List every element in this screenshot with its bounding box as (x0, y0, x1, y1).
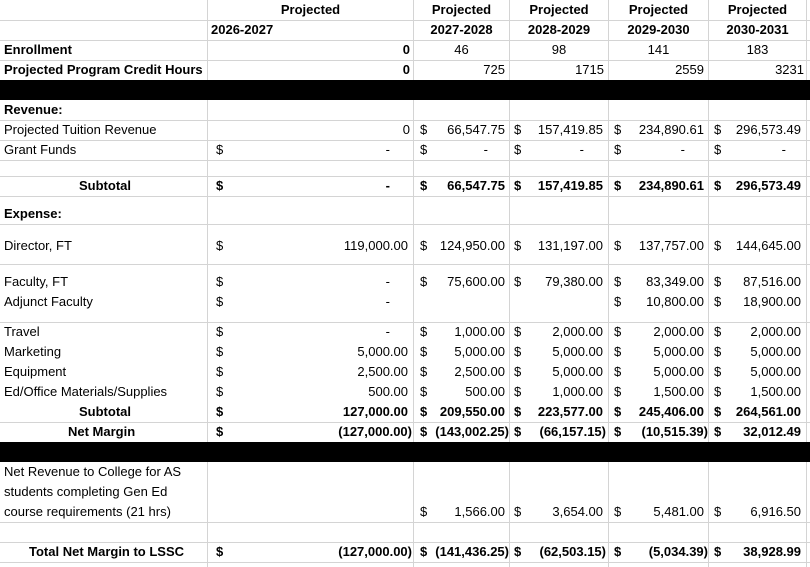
currency-symbol: $ (216, 544, 224, 559)
currency-symbol: $ (420, 274, 428, 289)
currency-symbol: $ (714, 274, 722, 289)
currency-symbol: $ (714, 294, 722, 309)
net-revenue-value: 6,916.50 (750, 504, 801, 519)
year-header: 2029-2030 (627, 22, 690, 37)
currency-symbol: $ (714, 238, 722, 253)
marketing-value: 5,000.00 (552, 344, 603, 359)
currency-symbol: $ (714, 384, 722, 399)
currency-symbol: $ (614, 364, 622, 379)
currency-symbol: $ (216, 294, 224, 309)
equipment-value: 2,500.00 (454, 364, 505, 379)
travel-value: 2,000.00 (750, 324, 801, 339)
total-net-margin-value: (62,503.15) (539, 544, 606, 559)
director-value: 137,757.00 (638, 238, 704, 253)
section-separator-band (0, 442, 810, 462)
director-label: Director, FT (4, 238, 72, 253)
currency-symbol: $ (614, 238, 622, 253)
credit-hours-label: Projected Program Credit Hours (4, 62, 203, 77)
enrollment-value: 183 (746, 42, 769, 57)
currency-symbol: $ (714, 122, 722, 137)
currency-symbol: $ (420, 384, 428, 399)
equipment-value: 5,000.00 (653, 364, 704, 379)
tuition-label: Projected Tuition Revenue (4, 122, 157, 137)
currency-symbol: $ (614, 122, 622, 137)
materials-label: Ed/Office Materials/Supplies (4, 384, 168, 399)
grant-label: Grant Funds (4, 142, 77, 157)
currency-symbol: $ (514, 122, 522, 137)
currency-symbol: $ (514, 544, 522, 559)
credit-hours-value: 3231 (775, 62, 804, 77)
expense-subtotal-value: 209,550.00 (439, 404, 505, 419)
director-value: 119,000.00 (343, 238, 408, 253)
expense-subtotal-label: Subtotal (79, 404, 131, 419)
enrollment-label: Enrollment (4, 42, 72, 57)
currency-symbol: $ (216, 178, 224, 193)
total-net-margin-value: (5,034.39) (648, 544, 708, 559)
travel-value: - (385, 324, 390, 339)
equipment-value: 5,000.00 (750, 364, 801, 379)
faculty-value: 75,600.00 (447, 274, 505, 289)
currency-symbol: $ (614, 384, 622, 399)
net-margin-value: (143,002.25) (435, 424, 509, 439)
credit-hours-value: 725 (483, 62, 505, 77)
year-header: 2027-2028 (430, 22, 493, 37)
currency-symbol: $ (216, 274, 224, 289)
currency-symbol: $ (514, 424, 522, 439)
currency-symbol: $ (420, 178, 428, 193)
total-net-margin-label: Total Net Margin to LSSC (29, 544, 185, 559)
currency-symbol: $ (614, 294, 622, 309)
header-projected-y2: Projected (431, 2, 492, 17)
net-margin-value: (10,515.39) (641, 424, 708, 439)
materials-value: 1,500.00 (653, 384, 704, 399)
tuition-value: 234,890.61 (638, 122, 704, 137)
revenue-subtotal-value: 66,547.75 (447, 178, 505, 193)
marketing-label: Marketing (4, 344, 62, 359)
net-margin-label: Net Margin (68, 424, 136, 439)
currency-symbol: $ (614, 142, 622, 157)
currency-symbol: $ (420, 142, 428, 157)
currency-symbol: $ (714, 142, 722, 157)
faculty-value: 87,516.00 (743, 274, 801, 289)
faculty-value: 79,380.00 (545, 274, 603, 289)
director-value: 131,197.00 (537, 238, 603, 253)
enrollment-value: 46 (454, 42, 469, 57)
net-revenue-value: 3,654.00 (552, 504, 603, 519)
tuition-value: 0 (402, 122, 410, 137)
currency-symbol: $ (420, 238, 428, 253)
currency-symbol: $ (216, 364, 224, 379)
net-margin-value: (127,000.00) (338, 424, 412, 439)
currency-symbol: $ (216, 424, 224, 439)
net-revenue-label-line: Net Revenue to College for AS (4, 464, 182, 479)
header-projected-y3: Projected (529, 2, 589, 17)
currency-symbol: $ (714, 324, 722, 339)
currency-symbol: $ (420, 424, 428, 439)
tuition-value: 157,419.85 (537, 122, 603, 137)
enrollment-value: 141 (647, 42, 670, 57)
grant-value: - (781, 142, 786, 157)
header-projected-y1: Projected (280, 2, 341, 17)
materials-value: 1,500.00 (750, 384, 801, 399)
revenue-subtotal-value: 157,419.85 (537, 178, 603, 193)
credit-hours-value: 0 (402, 62, 410, 77)
year-header: 2028-2029 (527, 22, 591, 37)
grant-value: - (680, 142, 685, 157)
revenue-subtotal-value: 234,890.61 (638, 178, 704, 193)
currency-symbol: $ (514, 238, 522, 253)
expense-subtotal-value: 245,406.00 (638, 404, 704, 419)
currency-symbol: $ (614, 324, 622, 339)
year-header: 2026-2027 (211, 22, 274, 37)
currency-symbol: $ (714, 504, 722, 519)
revenue-subtotal-value: - (385, 178, 390, 193)
travel-value: 2,000.00 (653, 324, 704, 339)
currency-symbol: $ (614, 544, 622, 559)
currency-symbol: $ (420, 544, 428, 559)
currency-symbol: $ (216, 344, 224, 359)
travel-value: 2,000.00 (552, 324, 603, 339)
currency-symbol: $ (420, 404, 428, 419)
total-net-margin-value: (141,436.25) (435, 544, 509, 559)
header-projected-y4: Projected (628, 2, 689, 17)
currency-symbol: $ (514, 504, 522, 519)
currency-symbol: $ (514, 274, 522, 289)
currency-symbol: $ (420, 504, 428, 519)
enrollment-value: 0 (402, 42, 410, 57)
currency-symbol: $ (614, 274, 622, 289)
currency-symbol: $ (714, 344, 722, 359)
equipment-value: 2,500.00 (357, 364, 408, 379)
currency-symbol: $ (216, 324, 224, 339)
currency-symbol: $ (420, 324, 428, 339)
currency-symbol: $ (714, 404, 722, 419)
credit-hours-value: 2559 (675, 62, 704, 77)
adjunct-value: - (385, 294, 390, 309)
revenue-subtotal-label: Subtotal (79, 178, 131, 193)
expense-subtotal-value: 223,577.00 (537, 404, 603, 419)
currency-symbol: $ (514, 344, 522, 359)
currency-symbol: $ (514, 178, 522, 193)
marketing-value: 5,000.00 (357, 344, 408, 359)
net-revenue-label-line: course requirements (21 hrs) (4, 504, 171, 519)
grant-value: - (385, 142, 390, 157)
total-net-margin-value: (127,000.00) (338, 544, 412, 559)
currency-symbol: $ (216, 238, 224, 253)
year-header: 2030-2031 (726, 22, 789, 37)
currency-symbol: $ (514, 142, 522, 157)
travel-value: 1,000.00 (454, 324, 505, 339)
currency-symbol: $ (514, 404, 522, 419)
grant-value: - (483, 142, 488, 157)
tuition-value: 66,547.75 (447, 122, 505, 137)
equipment-label: Equipment (4, 364, 67, 379)
currency-symbol: $ (514, 324, 522, 339)
section-separator-band (0, 80, 810, 100)
director-value: 124,950.00 (439, 238, 505, 253)
expense-subtotal-value: 127,000.00 (342, 404, 408, 419)
currency-symbol: $ (420, 122, 428, 137)
currency-symbol: $ (216, 142, 224, 157)
currency-symbol: $ (614, 504, 622, 519)
currency-symbol: $ (614, 178, 622, 193)
currency-symbol: $ (216, 404, 224, 419)
net-revenue-value: 5,481.00 (653, 504, 704, 519)
adjunct-value: 18,900.00 (743, 294, 801, 309)
revenue-heading: Revenue: (4, 102, 63, 117)
currency-symbol: $ (714, 424, 722, 439)
adjunct-value: 10,800.00 (646, 294, 704, 309)
currency-symbol: $ (614, 424, 622, 439)
enrollment-value: 98 (551, 42, 567, 57)
equipment-value: 5,000.00 (552, 364, 603, 379)
grant-value: - (579, 142, 584, 157)
credit-hours-value: 1715 (575, 62, 604, 77)
net-revenue-value: 1,566.00 (454, 504, 505, 519)
header-projected-y5: Projected (727, 2, 788, 17)
currency-symbol: $ (614, 344, 622, 359)
currency-symbol: $ (714, 178, 722, 193)
currency-symbol: $ (216, 384, 224, 399)
currency-symbol: $ (420, 344, 428, 359)
revenue-subtotal-value: 296,573.49 (735, 178, 801, 193)
faculty-label: Faculty, FT (4, 274, 69, 289)
materials-value: 500.00 (465, 384, 505, 399)
faculty-value: 83,349.00 (646, 274, 704, 289)
currency-symbol: $ (714, 364, 722, 379)
currency-symbol: $ (614, 404, 622, 419)
marketing-value: 5,000.00 (750, 344, 801, 359)
marketing-value: 5,000.00 (653, 344, 704, 359)
net-margin-value: 32,012.49 (743, 424, 801, 439)
adjunct-label: Adjunct Faculty (4, 294, 93, 309)
total-net-margin-value: 38,928.99 (743, 544, 801, 559)
faculty-value: - (385, 274, 390, 289)
materials-value: 500.00 (368, 384, 408, 399)
materials-value: 1,000.00 (552, 384, 603, 399)
currency-symbol: $ (420, 364, 428, 379)
currency-symbol: $ (714, 544, 722, 559)
net-margin-value: (66,157.15) (539, 424, 606, 439)
tuition-value: 296,573.49 (735, 122, 801, 137)
currency-symbol: $ (514, 384, 522, 399)
director-value: 144,645.00 (735, 238, 801, 253)
currency-symbol: $ (514, 364, 522, 379)
net-revenue-label-line: students completing Gen Ed (4, 484, 168, 499)
travel-label: Travel (4, 324, 40, 339)
expense-heading: Expense: (4, 206, 62, 221)
marketing-value: 5,000.00 (454, 344, 505, 359)
expense-subtotal-value: 264,561.00 (735, 404, 801, 419)
